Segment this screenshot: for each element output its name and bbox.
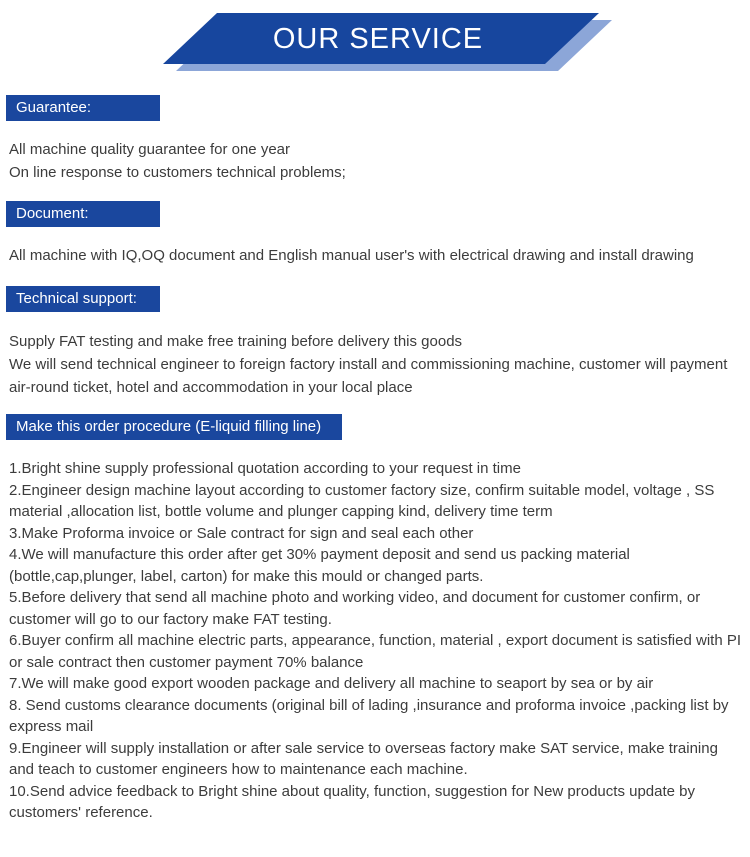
order-procedure-list xyxy=(0,458,750,824)
document-body-line: All machine with IQ,OQ document and English manual user's with electrical drawing and install drawing xyxy=(9,247,694,264)
procedure-item-4: 4.We will manufacture this order after get 30% payment deposit and send us packing material (bottle,cap,plunger, label, carton) for make this mould or changed parts. xyxy=(9,546,630,585)
guarantee-body-line: On line response to customers technical problems; xyxy=(9,164,346,181)
document-body xyxy=(0,244,750,267)
procedure-item-8: 8. Send customs clearance documents (original bill of lading ,insurance and proforma invoice ,packing list by express mail xyxy=(9,696,729,735)
technical-support-body-line: Supply FAT testing and make free training before delivery this goods xyxy=(9,333,463,350)
procedure-item-6: 6.Buyer confirm all machine electric parts, appearance, function, material , export document is satisfied with PI or sale contract then customer payment 70% balance xyxy=(9,632,742,671)
order-procedure-heading-bar xyxy=(6,414,342,440)
guarantee-heading-label: Guarantee: xyxy=(16,99,92,116)
technical-support-heading-label: Technical support: xyxy=(16,290,137,307)
guarantee-heading-bar xyxy=(6,95,160,121)
procedure-item-1: 1.Bright shine supply professional quotation according to your request in time xyxy=(9,460,521,477)
document-heading-bar xyxy=(6,201,160,227)
procedure-item-7: 7.We will make good export wooden package and delivery all machine to seaport by sea or by air xyxy=(9,675,654,692)
guarantee-body-line: All machine quality guarantee for one year xyxy=(9,141,291,158)
technical-support-body xyxy=(0,330,750,399)
guarantee-body xyxy=(0,138,750,184)
procedure-item-9: 9.Engineer will supply installation or after sale service to overseas factory make SAT service, make training and teach to customer engineers how to maintenance each machine. xyxy=(9,739,718,778)
banner-title: OUR SERVICE xyxy=(272,23,484,55)
procedure-item-10: 10.Send advice feedback to Bright shine about quality, function, suggestion for New products update by customers' reference. xyxy=(9,782,695,821)
order-procedure-heading-label: Make this order procedure (E-liquid filling line) xyxy=(16,418,322,435)
procedure-item-2: 2.Engineer design machine layout according to customer factory size, confirm suitable model, voltage , SS material ,allocation list, bottle volume and plunger capping kind, delivery time term xyxy=(9,481,715,520)
service-banner xyxy=(0,0,750,85)
procedure-item-5: 5.Before delivery that send all machine photo and working video, and document for customer confirm, or customer will go to our factory make FAT testing. xyxy=(9,589,701,628)
procedure-item-3: 3.Make Proforma invoice or Sale contract for sign and seal each other xyxy=(9,524,474,542)
technical-support-body-line: We will send technical engineer to foreign factory install and commissioning machine, customer will payment air-round ticket, hotel and accommodation in your local place xyxy=(9,356,728,396)
document-heading-label: Document: xyxy=(16,205,89,222)
technical-support-heading-bar xyxy=(6,286,160,312)
